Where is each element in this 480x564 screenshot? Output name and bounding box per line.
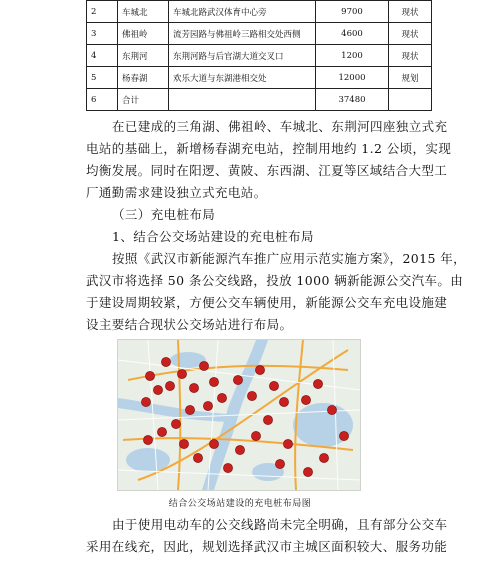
charging-pile-marker [153,385,162,394]
charging-pile-marker [283,439,292,448]
charging-pile-marker [203,401,212,410]
map-graphic [118,340,360,490]
heading-charging-pile-layout: （三）充电桩布局 [112,207,216,222]
charging-pile-marker [209,377,218,386]
lake [126,448,170,472]
charging-pile-marker [303,467,312,476]
table-row [87,67,432,89]
charging-pile-marker [171,419,180,428]
table-cell: 东荆河路与后官湖大道交叉口 [169,45,316,67]
charging-pile-marker [279,397,288,406]
charging-pile-marker [189,383,198,392]
text-line: 采用在线充，因此，规划选择武汉市主城区面积较大、服务功能 [86,539,448,554]
charging-pile-marker [269,381,278,390]
charging-pile-marker [185,405,194,414]
charging-station-table [86,0,432,111]
table-cell [389,89,432,111]
text-line: 电站的基础上，新增杨春湖充电站，控制用地约 1.2 公顷，实现 [86,141,452,156]
charging-pile-marker [209,439,218,448]
charging-pile-layout-map [117,339,361,491]
section-heading [86,204,422,248]
table-row [87,1,432,23]
table-row [87,89,432,111]
table-cell: 车城北路武汉体育中心旁 [169,1,316,23]
table-cell: 欢乐大道与东湖港相交处 [169,67,316,89]
text-line: 厂通勤需求建设独立式充电站。 [86,185,267,200]
charging-pile-marker [199,361,208,370]
charging-pile-marker [233,375,242,384]
charging-pile-marker [157,427,166,436]
paragraph-2 [86,248,467,336]
charging-pile-marker [179,439,188,448]
charging-pile-marker [145,371,154,380]
table-row [87,23,432,45]
table-cell: 37480 [316,89,389,111]
table-cell: 现状 [389,23,432,45]
table-cell: 3 [87,23,118,45]
charging-pile-marker [217,393,226,402]
charging-pile-marker [313,379,322,388]
text-line: 于建设周期较紧，方便公交车辆使用，新能源公交车充电设施建 [86,295,448,310]
table-cell: 车城北 [118,1,169,23]
table-cell: 佛祖岭 [118,23,169,45]
text-line: 在已建成的三角湖、佛祖岭、车城北、东荆河四座独立式充 [112,119,448,134]
charging-pile-marker [255,365,264,374]
table-cell: 1200 [316,45,389,67]
charging-pile-marker [327,405,336,414]
text-line: 由于使用电动车的公交线路尚未完全明确，且有部分公交车 [112,517,448,532]
charging-pile-marker [193,453,202,462]
charging-pile-marker [301,395,310,404]
heading-bus-station-layout: 1、结合公交场站建设的充电桩布局 [112,229,314,244]
table-cell [169,89,316,111]
table-cell: 5 [87,67,118,89]
paragraph-3 [86,514,448,558]
charging-pile-marker [235,445,244,454]
charging-pile-marker [319,453,328,462]
charging-pile-marker [223,463,232,472]
charging-pile-marker [143,435,152,444]
table-cell: 现状 [389,45,432,67]
text-line: 武汉市将选择 50 条公交线路，投放 1000 辆新能源公交汽车。由 [86,273,464,288]
charging-pile-marker [177,369,186,378]
table-row [87,45,432,67]
table-cell: 4 [87,45,118,67]
charging-pile-marker [251,431,260,440]
paragraph-1 [86,116,452,204]
text-line: 按照《武汉市新能源汽车推广应用示范实施方案》，2015 年， [112,251,467,266]
table-cell: 杨春湖 [118,67,169,89]
table-cell: 9700 [316,1,389,23]
text-line: 均衡发展。同时在阳逻、黄陂、东西湖、江夏等区域结合大型工 [86,163,448,178]
charging-pile-marker [247,391,256,400]
table-cell: 12000 [316,67,389,89]
table-cell: 合计 [118,89,169,111]
table-cell: 2 [87,1,118,23]
charging-pile-marker [141,397,150,406]
text-line: 设主要结合现状公交场站进行布局。 [86,317,293,332]
table-cell: 4600 [316,23,389,45]
charging-pile-marker [165,381,174,390]
charging-pile-marker [263,415,272,424]
charging-pile-marker [161,357,170,366]
table-cell: 东荆河 [118,45,169,67]
charging-pile-marker [275,459,284,468]
table-cell: 6 [87,89,118,111]
table-cell: 流芳园路与佛祖岭三路相交处西侧 [169,23,316,45]
table-cell: 现状 [389,1,432,23]
map-caption: 结合公交场站建设的充电桩布局图 [168,499,312,509]
table-cell: 规划 [389,67,432,89]
charging-pile-marker [339,431,348,440]
